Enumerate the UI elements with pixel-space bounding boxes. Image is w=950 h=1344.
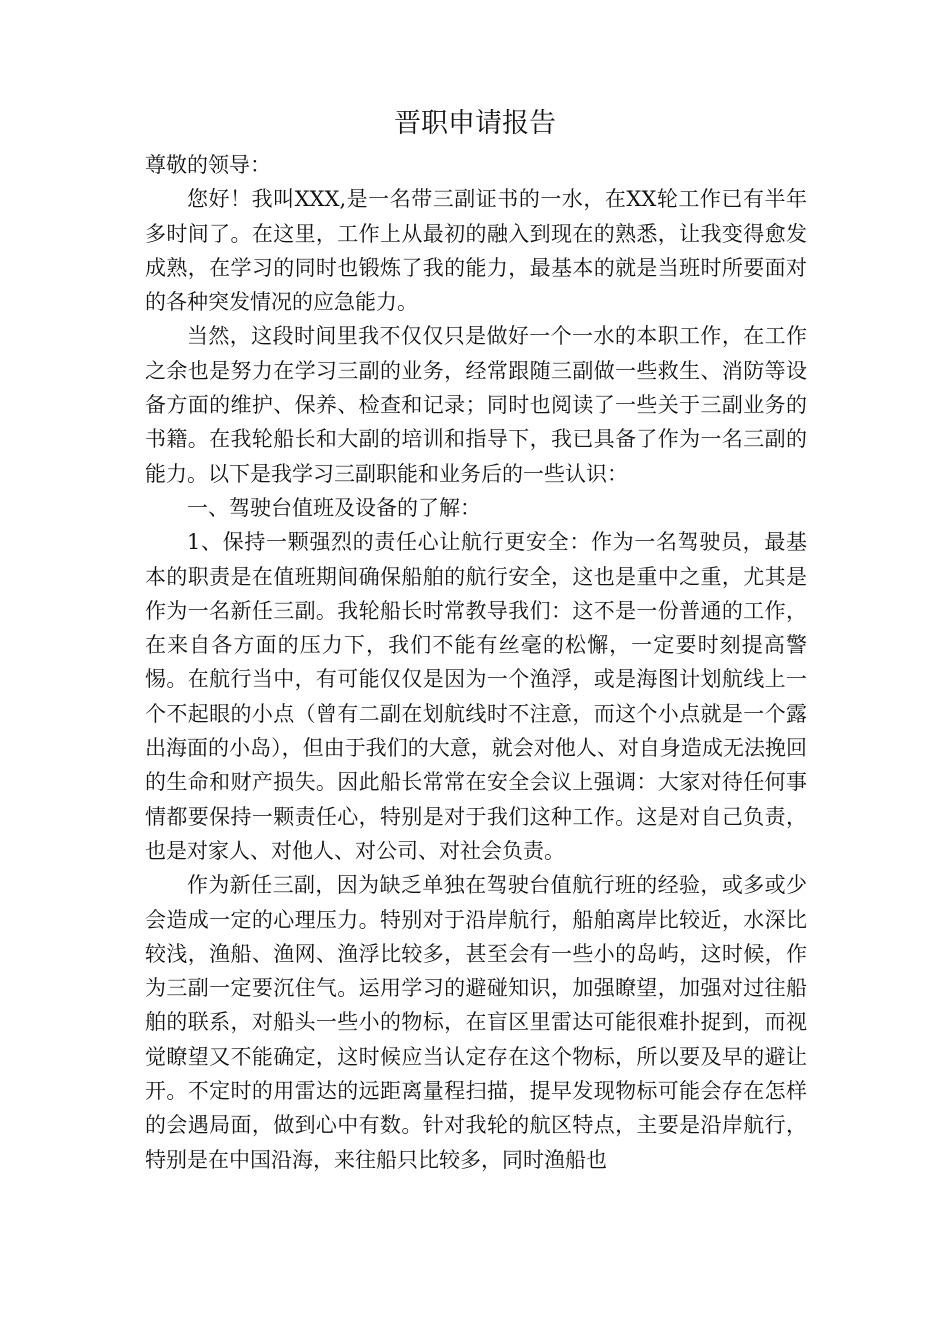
paragraph-study: 当然，这段时间里我不仅仅只是做好一个一水的本职工作，在工作之余也是努力在学习三副的业务，经常跟随三副做一些救生、消防等设备方面的维护、保养、检查和记录；同时也阅读了一些关于三副业务的书籍。在我轮船长和大副的培训和指导下，我已具备了作为一名三副的能力。以下是我学习三副职能和业务后的一些认识： — [145, 324, 807, 486]
document-title: 晋职申请报告 — [394, 108, 556, 139]
paragraph-responsibility: 1、保持一颗强烈的责任心让航行更安全：作为一名驾驶员，最基本的职责是在值班期间确保船舶的航行安全，这也是重中之重，尤其是作为一名新任三副。我轮船长时常教导我们：这不是一份普通的工作，在来自各方面的压力下，我们不能有丝毫的松懈，一定要时刻提高警惕。在航行当中，有可能仅仅是因为一个渔浮，或是海图计划航线上一个不起眼的小点（曾有二副在划航线时不注意，而这个小点就是一个露出海面的小岛），但由于我们的大意，就会对他人、对自身造成无法挽回的生命和财产损失。因此船长常常在安全会议上强调：大家对待任何事情都要保持一颗责任心，特别是对于我们这种工作。这是对自己负责，也是对家人、对他人、对公司、对社会负责。 — [145, 530, 807, 863]
document-body — [145, 148, 807, 1177]
paragraph-new-third-officer: 作为新任三副，因为缺乏单独在驾驶台值航行班的经验，或多或少会造成一定的心理压力。特别对于沿岸航行，船舶离岸比较近，水深比较浅，渔船、渔网、渔浮比较多，甚至会有一些小的岛屿，这时候，作为三副一定要沉住气。运用学习的避碰知识，加强瞭望，加强对过往船舶的联系，对船头一些小的物标，在盲区里雷达可能很难扑捉到，而视觉瞭望又不能确定，这时候应当认定存在这个物标，所以要及早的避让开。不定时的用雷达的远距离量程扫描，提早发现物标可能会存在怎样的会遇局面，做到心中有数。针对我轮的航区特点，主要是沿岸航行，特别是在中国沿海，来往船只比较多，同时渔船也 — [145, 873, 807, 1172]
section-heading-bridge-watch: 一、驾驶台值班及设备的了解： — [187, 495, 481, 520]
paragraph-intro: 您好！我叫XXX,是一名带三副证书的一水，在XX轮工作已有半年多时间了。在这里，工作上从最初的融入到现在的熟悉，让我变得愈发成熟，在学习的同时也锻炼了我的能力，最基本的就是当班时所要面对的各种突发情况的应急能力。 — [145, 187, 807, 315]
greeting-line: 尊敬的领导： — [145, 153, 271, 177]
